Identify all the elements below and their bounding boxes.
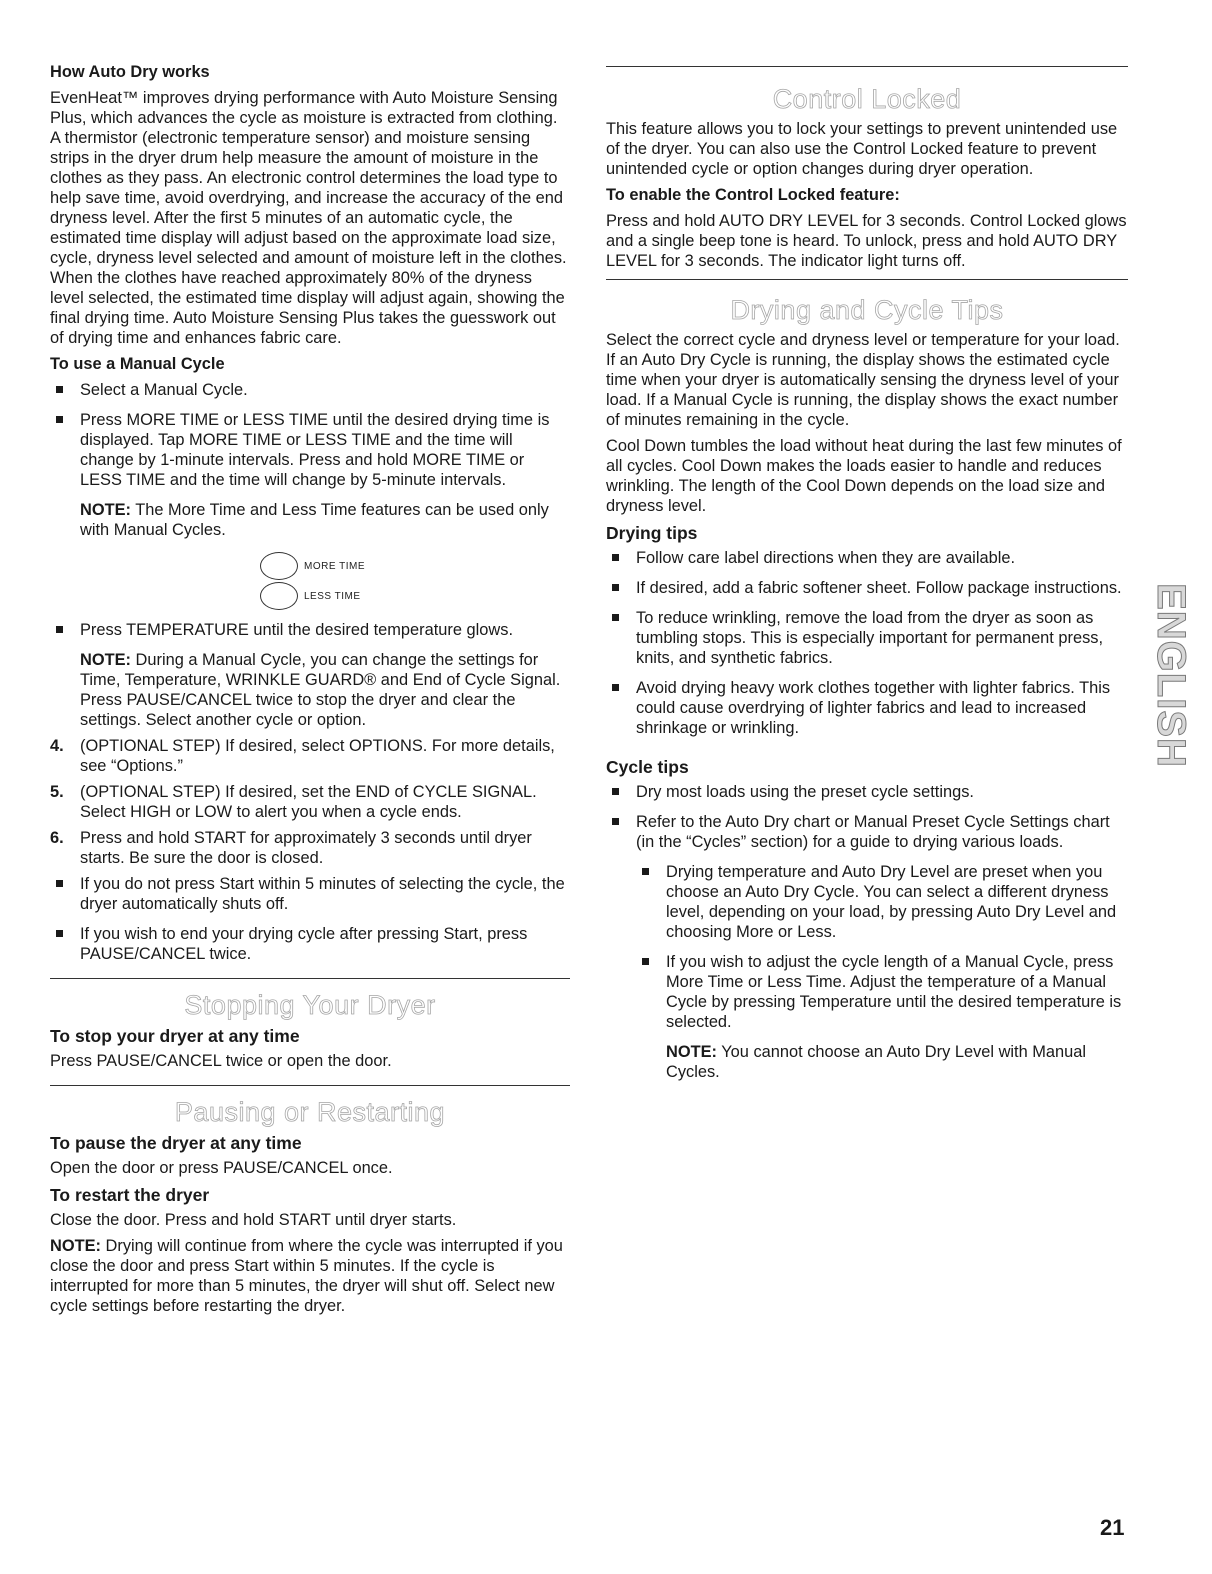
note-text: During a Manual Cycle, you can change the settings for Time, Temperature, WRINKLE GUARD® and End of Cycle Signal. Press PAUSE/CANCEL twice to stop the dryer and clear the settings. Select another cycle or option. — [80, 651, 561, 729]
less-time-button-illustration — [260, 582, 361, 610]
cycle-note — [666, 1042, 1128, 1082]
list-item: Dry most loads using the preset cycle settings. — [606, 782, 1128, 802]
list-item: If desired, add a fabric softener sheet. Follow package instructions. — [606, 578, 1128, 598]
list-item: If you do not press Start within 5 minutes of selecting the cycle, the dryer automatically shuts off. — [50, 874, 570, 914]
note-label: NOTE: — [666, 1043, 717, 1061]
auto-dry-heading: How Auto Dry works — [50, 63, 210, 81]
button-circle-icon — [260, 552, 298, 580]
list-item: If you wish to adjust the cycle length of a Manual Cycle, press More Time or Less Time. Adjust the temperature of a Manual Cycle by pressing Temperature until the desired temperature is selected. — [636, 952, 1128, 1032]
manual-note-2 — [80, 650, 570, 730]
restart-heading: To restart the dryer — [50, 1185, 210, 1205]
auto-dry-body: EvenHeat™ improves drying performance with Auto Moisture Sensing Plus, which advances the cycle as moisture is extracted from clothing. A thermistor (electronic temperature sensor) and moisture sensing strips in the dryer drum help measure the amount of moisture in the clothes as they pass. An electronic control determines the load type to help save time, avoid overdrying, and increase the accuracy of the end dryness level. After the first 5 minutes of an automatic cycle, the estimated time display will adjust based on the approximate load size, cycle, dryness level selected and amount of moisture left in the clothes. When the clothes have reached approximately 80% of the dryness level selected, the estimated time display will adjust again, showing the final drying time. Auto Moisture Sensing Plus takes the guesswork out of drying time and enhances fabric care. — [50, 89, 567, 347]
step-5 — [50, 782, 570, 822]
restart-note — [50, 1236, 570, 1316]
list-item: Press MORE TIME or LESS TIME until the desired drying time is displayed. Tap MORE TIME or LESS TIME and the time will change by 1-minute intervals. Press and hold MORE TIME or LESS TIME and the time will change by 5-minute intervals. — [50, 410, 570, 490]
note-label: NOTE: — [80, 651, 131, 669]
divider — [50, 978, 570, 979]
tips-section-title: Drying and Cycle Tips — [730, 295, 1004, 325]
language-tab-label: ENGLISH — [1148, 582, 1193, 768]
step-4 — [50, 736, 570, 776]
manual-cycle-heading: To use a Manual Cycle — [50, 355, 225, 373]
note-text: Drying will continue from where the cycle was interrupted if you close the door and press Start within 5 minutes. If the cycle is interrupted for more than 5 minutes, the dryer will shut off. Select new cycle settings before restarting the dryer. — [50, 1237, 563, 1315]
list-item: Select a Manual Cycle. — [50, 380, 570, 400]
list-item: If you wish to end your drying cycle after pressing Start, press PAUSE/CANCEL twice. — [50, 924, 570, 964]
more-time-label: MORE TIME — [304, 560, 365, 572]
note-label: NOTE: — [80, 501, 131, 519]
list-item: Refer to the Auto Dry chart or Manual Preset Cycle Settings chart (in the “Cycles” section) for a guide to drying various loads. — [606, 812, 1128, 852]
list-item: Avoid drying heavy work clothes together with lighter fabrics. This could cause overdrying of lighter fabrics and lead to increased shrinkage or wrinkling. — [606, 678, 1128, 738]
enable-control-locked-heading: To enable the Control Locked feature: — [606, 186, 900, 204]
divider — [606, 279, 1128, 280]
pause-heading: To pause the dryer at any time — [50, 1133, 302, 1153]
step-6 — [50, 828, 570, 868]
manual-note — [80, 500, 570, 540]
time-buttons-illustration — [50, 548, 570, 608]
list-item: Drying temperature and Auto Dry Level are preset when you choose an Auto Dry Cycle. You can select a different dryness level, depending on your load, by pressing Auto Dry Level and choosing More or Less. — [636, 862, 1128, 942]
divider — [50, 1085, 570, 1086]
step-text: Press and hold START for approximately 3 seconds until dryer starts. Be sure the door is closed. — [80, 829, 532, 867]
control-locked-body: This feature allows you to lock your settings to prevent unintended use of the dryer. You can also use the Control Locked feature to prevent unintended cycle or option changes during dryer operation. — [606, 120, 1118, 178]
step-number: 6. — [50, 829, 64, 847]
right-column — [606, 66, 1128, 1088]
pausing-section-title: Pausing or Restarting — [174, 1097, 446, 1127]
stop-body: Press PAUSE/CANCEL twice or open the door. — [50, 1052, 392, 1070]
list-item: Press TEMPERATURE until the desired temperature glows. — [50, 620, 570, 640]
button-circle-icon — [260, 582, 298, 610]
less-time-label: LESS TIME — [304, 590, 361, 602]
note-text: The More Time and Less Time features can be used only with Manual Cycles. — [80, 501, 549, 539]
step-number: 5. — [50, 783, 64, 801]
note-label: NOTE: — [50, 1237, 101, 1255]
step-number: 4. — [50, 737, 64, 755]
divider — [606, 66, 1128, 67]
page-number: 21 — [1100, 1515, 1125, 1540]
note-text: You cannot choose an Auto Dry Level with Manual Cycles. — [666, 1043, 1087, 1081]
tips-body-2: Cool Down tumbles the load without heat during the last few minutes of all cycles. Cool Down makes the loads easier to handle and reduces wrinkling. The length of the Cool Down depends on the load size and dryness level. — [606, 437, 1122, 515]
list-item: Follow care label directions when they are available. — [606, 548, 1128, 568]
language-side-tab — [1148, 552, 1193, 798]
cycle-tips-heading: Cycle tips — [606, 757, 689, 777]
more-time-button-illustration — [260, 552, 365, 580]
list-item: To reduce wrinkling, remove the load from the dryer as soon as tumbling stops. This is especially important for permanent press, knits, and synthetic fabrics. — [606, 608, 1128, 668]
step-text: (OPTIONAL STEP) If desired, set the END of CYCLE SIGNAL. Select HIGH or LOW to alert you when a cycle ends. — [80, 783, 537, 821]
restart-body: Close the door. Press and hold START until dryer starts. — [50, 1211, 457, 1229]
drying-tips-heading: Drying tips — [606, 523, 698, 543]
enable-control-locked-body: Press and hold AUTO DRY LEVEL for 3 seconds. Control Locked glows and a single beep tone is heard. To unlock, press and hold AUTO DRY LEVEL for 3 seconds. The indicator light turns off. — [606, 212, 1127, 270]
control-locked-title: Control Locked — [772, 84, 962, 114]
stop-heading: To stop your dryer at any time — [50, 1026, 300, 1046]
stopping-section-title: Stopping Your Dryer — [184, 990, 436, 1020]
tips-body-1: Select the correct cycle and dryness level or temperature for your load. If an Auto Dry Cycle is running, the display shows the estimated cycle time when your dryer is automatically sensing the dryness level of your load. If a Manual Cycle is running, the display shows the exact number of minutes remaining in the cycle. — [606, 331, 1120, 429]
pause-body: Open the door or press PAUSE/CANCEL once. — [50, 1159, 393, 1177]
step-text: (OPTIONAL STEP) If desired, select OPTIONS. For more details, see “Options.” — [80, 737, 555, 775]
left-column — [50, 62, 570, 1322]
